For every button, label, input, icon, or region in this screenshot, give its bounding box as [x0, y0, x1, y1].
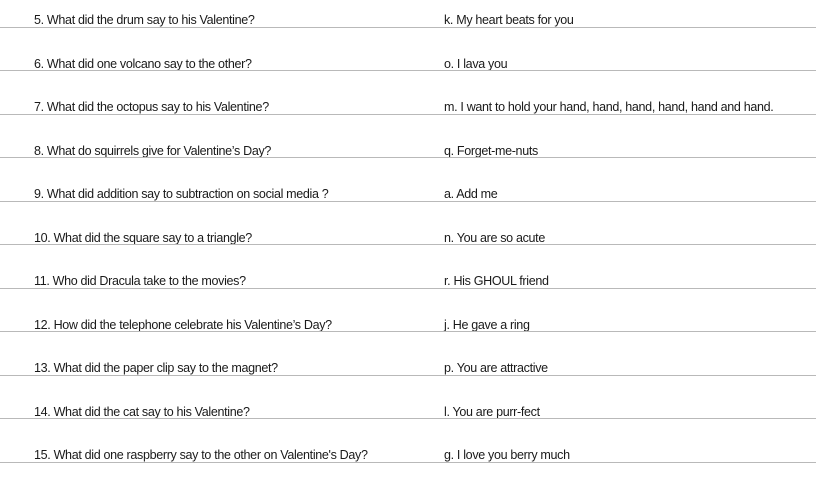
- divider-line: [0, 462, 816, 463]
- row-6: [0, 44, 816, 88]
- divider-line: [0, 114, 816, 115]
- answer-6: o. I lava you: [444, 55, 508, 71]
- divider-line: [0, 70, 816, 71]
- answer-13: p. You are attractive: [444, 360, 548, 375]
- row-10: [0, 218, 816, 262]
- row-8: [0, 131, 816, 175]
- row-13: [0, 348, 816, 392]
- question-14: 14. What did the cat say to his Valentine?: [34, 403, 250, 419]
- divider-line: [0, 288, 816, 289]
- answer-5: k. My heart beats for you: [444, 12, 574, 27]
- row-14: [0, 392, 816, 436]
- question-10: 10. What did the square say to a triangle?: [34, 229, 252, 245]
- answer-8: q. Forget-me-nuts: [444, 142, 538, 158]
- row-9: [0, 174, 816, 218]
- divider-line: [0, 418, 816, 419]
- answer-14: l. You are purr-fect: [444, 403, 540, 419]
- question-8: 8. What do squirrels give for Valentine’s Day?: [34, 142, 272, 158]
- question-7: 7. What did the octopus say to his Valentine?: [34, 99, 269, 114]
- question-5: 5. What did the drum say to his Valentine?: [34, 12, 255, 27]
- question-12: 12. How did the telephone celebrate his Valentine’s Day?: [34, 316, 332, 332]
- divider-line: [0, 157, 816, 158]
- divider-line: [0, 331, 816, 332]
- row-12: [0, 305, 816, 349]
- answer-7: m. I want to hold your hand, hand, hand, hand, hand and hand.: [444, 99, 774, 114]
- answer-10: n. You are so acute: [444, 229, 545, 245]
- answer-9: a. Add me: [444, 186, 498, 201]
- question-6: 6. What did one volcano say to the other?: [34, 55, 252, 71]
- row-11: [0, 261, 816, 305]
- row-5: [0, 0, 816, 44]
- divider-line: [0, 244, 816, 245]
- row-15: [0, 435, 816, 479]
- question-11: 11. Who did Dracula take to the movies?: [34, 273, 246, 288]
- question-9: 9. What did addition say to subtraction on social media ?: [34, 186, 329, 201]
- divider-line: [0, 375, 816, 376]
- row-7: [0, 87, 816, 131]
- divider-line: [0, 201, 816, 202]
- question-13: 13. What did the paper clip say to the magnet?: [34, 360, 278, 375]
- answer-11: r. His GHOUL friend: [444, 273, 549, 288]
- answer-15: g. I love you berry much: [444, 447, 570, 462]
- answer-12: j. He gave a ring: [444, 316, 530, 332]
- divider-line: [0, 27, 816, 28]
- question-15: 15. What did one raspberry say to the other on Valentine's Day?: [34, 447, 368, 462]
